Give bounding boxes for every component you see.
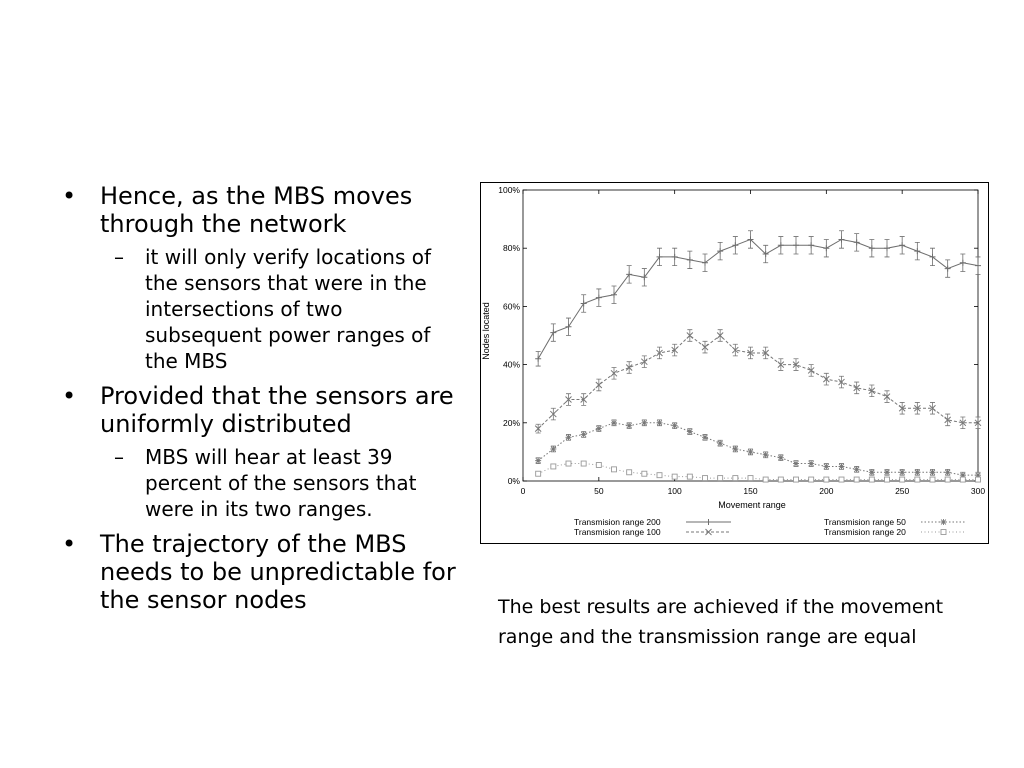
data-point — [941, 519, 947, 525]
data-point — [854, 466, 860, 472]
bullet-list — [60, 182, 460, 622]
data-point — [839, 477, 844, 482]
data-point — [763, 477, 768, 482]
data-point — [717, 440, 723, 446]
data-point — [763, 452, 769, 458]
data-point — [581, 431, 587, 437]
series-layer — [535, 231, 981, 482]
data-point — [627, 470, 632, 475]
data-point — [566, 324, 572, 330]
data-point — [778, 477, 783, 482]
sub-bullet-text: it will only verify locations of the sensors that were in the intersections of two subsequent power ranges of the MBS — [145, 245, 432, 373]
data-point — [823, 245, 829, 251]
y-tick-label: 40% — [502, 359, 520, 370]
legend-label: Transmision range 100 — [574, 527, 661, 537]
data-point — [706, 519, 712, 525]
y-tick-label: 20% — [502, 417, 520, 428]
data-point — [869, 477, 874, 482]
x-tick-label: 0 — [520, 486, 526, 496]
line-chart — [481, 183, 988, 543]
data-point — [808, 461, 814, 467]
bullet-text: Hence, as the MBS moves through the network — [100, 182, 413, 238]
sub-bullet-marker: – — [114, 445, 124, 469]
data-point — [778, 455, 784, 461]
data-point — [823, 463, 829, 469]
data-point — [733, 476, 738, 481]
y-tick-label: 60% — [502, 301, 520, 312]
data-point — [672, 254, 678, 260]
legend-label: Transmision range 50 — [824, 517, 906, 527]
data-point — [611, 420, 617, 426]
data-point — [748, 449, 754, 455]
data-point — [960, 260, 966, 266]
data-point — [945, 477, 950, 482]
data-point — [566, 461, 571, 466]
data-point — [550, 330, 556, 336]
bullet-item — [60, 382, 460, 438]
data-point — [672, 423, 678, 429]
data-point — [718, 476, 723, 481]
data-point — [566, 434, 572, 440]
data-point — [869, 469, 875, 475]
data-point — [930, 469, 936, 475]
data-point — [687, 429, 693, 435]
chart-figure — [480, 182, 989, 544]
series-line — [538, 336, 978, 429]
data-point — [793, 242, 799, 248]
series-line — [538, 464, 978, 480]
x-tick-label: 100 — [667, 486, 682, 496]
x-tick-label: 250 — [895, 486, 910, 496]
data-point — [976, 477, 981, 482]
series-star — [535, 420, 981, 478]
data-point — [702, 434, 708, 440]
data-point — [899, 469, 905, 475]
x-tick-label: 50 — [594, 486, 604, 496]
data-point — [535, 458, 541, 464]
data-point — [657, 420, 663, 426]
data-point — [793, 461, 799, 467]
data-point — [899, 242, 905, 248]
data-point — [960, 477, 965, 482]
sub-bullet-text: MBS will hear at least 39 percent of the sensors that were in its two ranges. — [145, 445, 417, 521]
data-point — [732, 446, 738, 452]
data-point — [596, 462, 601, 467]
data-point — [581, 300, 587, 306]
data-point — [900, 477, 905, 482]
x-tick-label: 200 — [819, 486, 834, 496]
data-point — [778, 242, 784, 248]
data-point — [536, 471, 541, 476]
x-axis-label: Movement range — [718, 500, 786, 510]
legend-label: Transmision range 200 — [574, 517, 661, 527]
data-point — [885, 477, 890, 482]
data-point — [672, 474, 677, 479]
data-point — [824, 477, 829, 482]
sub-bullet-marker: – — [114, 245, 124, 269]
data-point — [596, 295, 602, 301]
chart-caption: The best results are achieved if the movement range and the transmission range are equal — [498, 596, 944, 648]
data-point — [626, 423, 632, 429]
y-tick-label: 0% — [507, 476, 520, 486]
data-point — [839, 463, 845, 469]
data-point — [839, 236, 845, 242]
legend-label: Transmision range 20 — [824, 527, 906, 537]
data-point — [915, 477, 920, 482]
data-point — [975, 263, 981, 269]
data-point — [869, 245, 875, 251]
x-tick-label: 300 — [970, 486, 986, 496]
data-point — [596, 426, 602, 432]
data-point — [854, 239, 860, 245]
data-point — [657, 473, 662, 478]
data-point — [732, 242, 738, 248]
y-axis-label: Nodes located — [481, 302, 491, 360]
data-point — [794, 477, 799, 482]
x-tick-label: 150 — [743, 486, 758, 496]
bullet-item — [60, 530, 460, 614]
data-point — [914, 248, 920, 254]
sub-bullet-item — [60, 444, 460, 522]
data-point — [945, 469, 951, 475]
axes — [498, 185, 985, 496]
series-square — [536, 461, 981, 482]
legend — [574, 517, 966, 537]
y-tick-label: 80% — [502, 243, 520, 254]
data-point — [748, 476, 753, 481]
bullet-item — [60, 182, 460, 238]
data-point — [612, 467, 617, 472]
data-point — [641, 420, 647, 426]
data-point — [642, 471, 647, 476]
data-point — [550, 446, 556, 452]
data-point — [581, 461, 586, 466]
series-line — [538, 423, 978, 475]
bullet-marker: • — [62, 530, 77, 558]
bullet-marker: • — [62, 382, 77, 410]
sub-bullet-item — [60, 244, 460, 374]
series-cross — [535, 330, 981, 433]
data-point — [884, 245, 890, 251]
y-tick-label: 100% — [498, 185, 520, 195]
bullet-marker: • — [62, 182, 77, 210]
data-point — [930, 477, 935, 482]
bullet-text: Provided that the sensors are uniformly distributed — [100, 382, 454, 438]
data-point — [941, 530, 946, 535]
data-point — [551, 464, 556, 469]
data-point — [808, 242, 814, 248]
data-point — [703, 476, 708, 481]
data-point — [535, 356, 541, 362]
data-point — [687, 257, 693, 263]
data-point — [914, 469, 920, 475]
data-point — [687, 474, 692, 479]
data-point — [884, 469, 890, 475]
series-plus — [535, 231, 981, 366]
data-point — [854, 477, 859, 482]
series-line — [538, 239, 978, 358]
data-point — [809, 477, 814, 482]
bullet-text: The trajectory of the MBS needs to be unpredictable for the sensor nodes — [100, 530, 456, 614]
